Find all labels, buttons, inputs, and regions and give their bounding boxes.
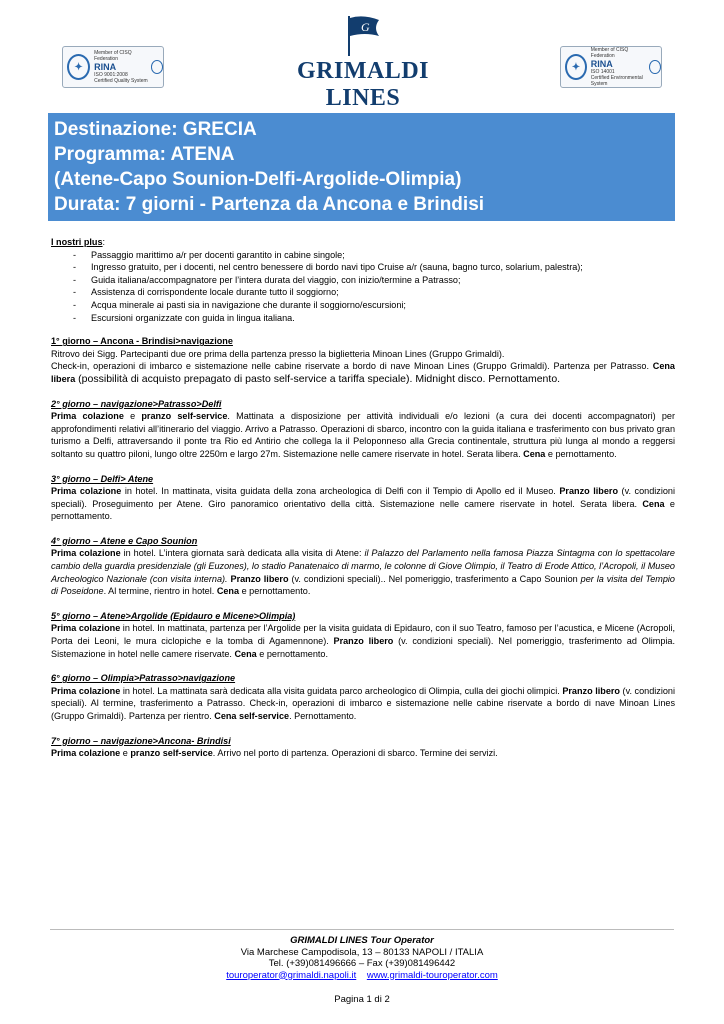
title-banner bbox=[48, 113, 675, 221]
list-item: - Passaggio marittimo a/r per docenti garantito in cabine singole; bbox=[91, 249, 675, 262]
list-item: - Acqua minerale ai pasti sia in navigazione che durante il soggiorno/escursioni; bbox=[91, 299, 675, 312]
day-1 bbox=[51, 335, 675, 385]
day-6 bbox=[51, 672, 675, 722]
day-title: 7° giorno – navigazione>Ancona- Brindisi bbox=[51, 735, 231, 746]
cert-iso: ISO 14001 bbox=[590, 69, 615, 75]
day-title: 6° giorno – Olimpia>Patrasso>navigazione bbox=[51, 673, 236, 684]
flag-icon bbox=[343, 14, 383, 56]
cert-name: RINA bbox=[590, 59, 613, 69]
page-footer bbox=[0, 935, 724, 981]
day-paragraph: Prima colazione in hotel. In mattinata, partenza per l’Argolide per la visita guidata di Epidauro, con il suo Teatro, famoso per l’acustica, e Micene (Acropoli, Porta dei Leoni, le mura ciclopiche e la tomba di Agamennone). Pranzo libero (v. condizioni speciali). Nel pomeriggio, trasferimento ad Olimpia. Sistemazione in hotel nelle camere riservate. Cena e pernottamento. bbox=[51, 623, 675, 659]
day-paragraph: Prima colazione in hotel. La mattinata sarà dedicata alla visita guidata parco archeologico di Olimpia, culla dei giochi olimpici. Pranzo libero (v. condizioni speciali). Al termine, trasferimento a Patrasso. Check-in, operazioni di imbarco e sistemazione nelle cabine riservate a bordo di nave Minoan Lines (Gruppo Grimaldi). Partenza per rientro. Cena self-service. Pernottamento. bbox=[51, 685, 675, 721]
page-header bbox=[0, 0, 724, 110]
footer-address: Via Marchese Campodisola, 13 – 80133 NAPOLI / ITALIA bbox=[240, 946, 484, 958]
day-3 bbox=[51, 473, 675, 523]
flag-letter: G bbox=[361, 20, 370, 34]
day-7 bbox=[51, 735, 675, 760]
rina-seal-icon: ✦ bbox=[67, 54, 90, 80]
day-title: 3° giorno – Delfi> Atene bbox=[51, 473, 154, 484]
day-paragraph: Prima colazione e pranzo self-service. Arrivo nel porto di partenza. Operazioni di sbarco. Termine dei servizi. bbox=[51, 748, 498, 759]
cert-member-text: Member of CISQ Federation bbox=[590, 47, 629, 59]
cert-desc: Certified Environmental System bbox=[590, 75, 643, 87]
cert-iso: ISO 9001:2008 bbox=[94, 72, 128, 78]
itinerary-title: (Atene-Capo Sounion-Delfi-Argolide-Olimpia) bbox=[54, 169, 462, 190]
day-4 bbox=[51, 535, 675, 598]
brand-name: GRIMALDI LINES bbox=[296, 58, 429, 111]
cert-badge-icon bbox=[151, 60, 163, 74]
grimaldi-logo bbox=[268, 14, 458, 124]
day-paragraph: Check-in, operazioni di imbarco e sistemazione nelle cabine riservate a bordo di nave Minoan Lines (Gruppo Grimaldi). Partenza per Patrasso. Cena libera (possibilità di acquisto prepagato di pasto self-service a tariffa speciale). Midnight disco. Pernottamento. bbox=[51, 361, 675, 385]
email-link[interactable]: touroperator@grimaldi.napoli.it bbox=[226, 969, 357, 981]
day-2 bbox=[51, 398, 675, 461]
cert-member-text: Member of CISQ Federation bbox=[94, 50, 132, 62]
plus-list bbox=[51, 249, 675, 325]
cert-badge-icon bbox=[649, 60, 661, 74]
document-body bbox=[51, 236, 675, 760]
footer-divider bbox=[50, 929, 674, 930]
rina-quality-cert-logo bbox=[62, 46, 164, 88]
list-item: - Escursioni organizzate con guida in lingua italiana. bbox=[91, 312, 675, 325]
list-item: - Ingresso gratuito, per i docenti, nel centro benessere di bordo navi tipo Cruise a/r (sauna, bagno turco, solarium, palestra); bbox=[91, 261, 675, 274]
day-paragraph: Prima colazione e pranzo self-service. Mattinata a disposizione per attività individuali e/o lezioni (a cura dei docenti accompagnatori) per approfondimenti relativi all’itinerario del viaggio. Arrivo a Patrasso. Operazioni di sbarco, incontro con la guida italiana e trasferimento con bus privato gran turismo a Delfi, attraversando il ponte tra Rio ed Antirio che collega la il Peloponneso alla Grecia continentale, struttura più lunga al mondo a reggersi soltanto su quattro piloni, lungo oltre 2250m e largo 27m. Sistemazione nelle camere riservate in hotel. Serata libera. Cena e pernottamento. bbox=[51, 411, 675, 459]
footer-phone: Tel. (+39)081496666 – Fax (+39)081496442 bbox=[268, 958, 456, 969]
website-link[interactable]: www.grimaldi-touroperator.com bbox=[366, 969, 498, 981]
plus-heading: I nostri plus: bbox=[51, 237, 106, 247]
page-number: Pagina 1 di 2 bbox=[334, 994, 390, 1005]
day-title: 1° giorno – Ancona - Brindisi>navigazione bbox=[51, 336, 233, 347]
list-item: - Assistenza di corrispondente locale durante tutto il soggiorno; bbox=[91, 286, 675, 299]
duration-title: Durata: 7 giorni - Partenza da Ancona e Brindisi bbox=[54, 194, 485, 215]
plus-title: I nostri plus bbox=[51, 237, 103, 247]
day-title: 5° giorno – Atene>Argolide (Epidauro e Micene>Olimpia) bbox=[51, 610, 296, 621]
footer-links bbox=[0, 970, 724, 982]
cert-name: RINA bbox=[94, 62, 117, 72]
destination-title: Destinazione: GRECIA bbox=[54, 119, 257, 140]
day-paragraph: Ritrovo dei Sigg. Partecipanti due ore prima della partenza presso la biglietteria Minoan Lines (Gruppo Grimaldi). bbox=[51, 348, 505, 359]
cert-desc: Certified Quality System bbox=[94, 78, 148, 84]
day-paragraph: Prima colazione in hotel. L’intera giornata sarà dedicata alla visita di Atene: il Palazzo del Parlamento nella famosa Piazza Sintagma con lo spettacolare cambio della guardia presidenziale (gli Euzones), lo stadio Panatenaico di marmo, le colonne di Giove Olimpio, il Teatro di Erode Attico, l’Acropoli, il Museo Archeologico Nazionale (con visita interna). Pranzo libero (v. condizioni speciali).. Nel pomeriggio, trasferimento a Capo Sounion per la visita del Tempio di Poseidone. Al termine, rientro in hotel. Cena e pernottamento. bbox=[51, 548, 675, 597]
day-paragraph: Prima colazione in hotel. In mattinata, visita guidata della zona archeologica di Delfi con il Tempio di Apollo ed il Museo. Pranzo libero (v. condizioni speciali). Proseguimento per Atene. Giro panoramico orientativo della città. Sistemazione nelle camere riservate in hotel. Serata libera. Cena e pernottamento. bbox=[51, 486, 675, 522]
rina-environment-cert-logo bbox=[560, 46, 662, 88]
program-title: Programma: ATENA bbox=[54, 144, 235, 165]
day-title: 2° giorno – navigazione>Patrasso>Delfi bbox=[51, 398, 222, 409]
day-title: 4° giorno – Atene e Capo Sounion bbox=[51, 535, 198, 546]
day-5 bbox=[51, 610, 675, 660]
list-item: - Guida italiana/accompagnatore per l’intera durata del viaggio, con inizio/termine a Patrasso; bbox=[91, 274, 675, 287]
footer-company: GRIMALDI LINES Tour Operator bbox=[290, 935, 434, 946]
rina-seal-icon: ✦ bbox=[565, 54, 587, 80]
